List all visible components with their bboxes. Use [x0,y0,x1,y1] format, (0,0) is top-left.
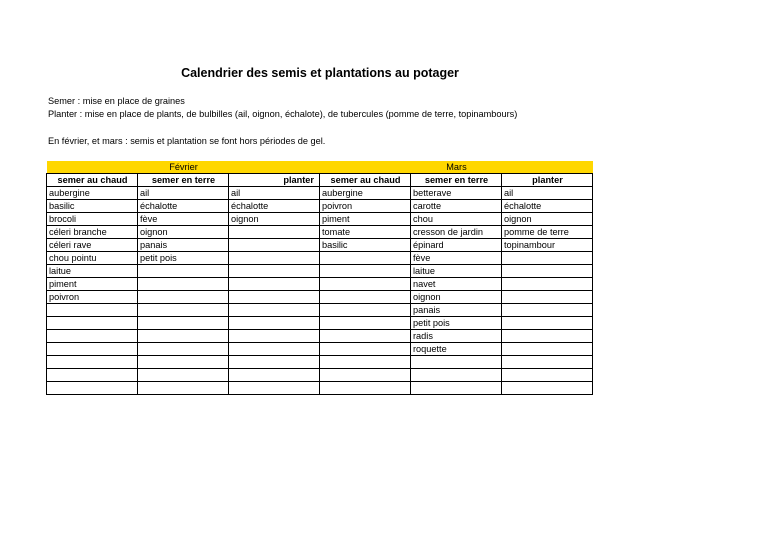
table-cell: oignon [229,213,320,226]
month-header-fevrier: Février [47,161,320,174]
table-cell [411,369,502,382]
table-cell [411,382,502,395]
table-cell [502,356,593,369]
table-cell [138,278,229,291]
table-cell: ail [502,187,593,200]
table-cell: épinard [411,239,502,252]
column-header: semer en terre [138,174,229,187]
table-cell [229,278,320,291]
table-cell: basilic [47,200,138,213]
table-row [47,252,593,265]
table-cell [138,317,229,330]
table-cell [138,369,229,382]
table-cell [229,356,320,369]
table-cell [229,226,320,239]
table-cell: brocoli [47,213,138,226]
column-header: semer en terre [411,174,502,187]
table-cell [229,317,320,330]
table-cell [138,304,229,317]
table-cell [47,343,138,356]
table-cell [229,239,320,252]
table-cell: ail [229,187,320,200]
table-row [47,343,593,356]
table-cell [320,304,411,317]
table-row [47,382,593,395]
table-cell [320,356,411,369]
table-cell [320,317,411,330]
table-cell [229,343,320,356]
table-cell [47,369,138,382]
table-cell: navet [411,278,502,291]
table-cell [320,265,411,278]
table-cell: cresson de jardin [411,226,502,239]
table-cell [502,317,593,330]
table-cell [138,343,229,356]
table-cell [229,304,320,317]
table-cell: chou pointu [47,252,138,265]
table-cell: céleri branche [47,226,138,239]
table-cell [502,252,593,265]
table-cell: échalotte [138,200,229,213]
table-cell: poivron [320,200,411,213]
table-cell: ail [138,187,229,200]
table-cell [320,330,411,343]
table-cell: poivron [47,291,138,304]
definition-planter: Planter : mise en place de plants, de bulbilles (ail, oignon, échalote), de tubercules (pomme de terre, topinambours) [48,109,518,119]
table-cell: petit pois [411,317,502,330]
table-cell [47,304,138,317]
table-cell [229,382,320,395]
table-cell [138,291,229,304]
table-cell [320,343,411,356]
table-cell: radis [411,330,502,343]
table-cell [138,356,229,369]
table-cell: oignon [502,213,593,226]
table-cell: fève [138,213,229,226]
column-header: semer au chaud [320,174,411,187]
table-row [47,330,593,343]
table-cell: chou [411,213,502,226]
table-cell [320,278,411,291]
table-row [47,291,593,304]
table-cell [502,265,593,278]
table-cell: laitue [411,265,502,278]
table-cell [411,356,502,369]
table-cell [229,369,320,382]
table-row [47,304,593,317]
month-header-row [47,161,593,174]
table-cell: betterave [411,187,502,200]
planting-calendar-table [46,161,593,395]
table-cell: laitue [47,265,138,278]
table-cell [502,369,593,382]
table-cell: panais [411,304,502,317]
table-cell [502,304,593,317]
table-cell: petit pois [138,252,229,265]
table-cell [47,317,138,330]
table-cell: panais [138,239,229,252]
table-cell [229,252,320,265]
column-header: planter [229,174,320,187]
table-row [47,239,593,252]
table-cell: topinambour [502,239,593,252]
table-cell [502,291,593,304]
table-cell: roquette [411,343,502,356]
table-cell: échalotte [229,200,320,213]
column-header: planter [502,174,593,187]
table-cell [320,252,411,265]
column-header: semer au chaud [47,174,138,187]
table-cell: oignon [138,226,229,239]
table-cell: aubergine [320,187,411,200]
table-cell [229,330,320,343]
table-cell [320,382,411,395]
table-cell [502,330,593,343]
page-title: Calendrier des semis et plantations au potager [181,66,459,80]
table-cell: céleri rave [47,239,138,252]
table-row [47,213,593,226]
table-cell: fève [411,252,502,265]
table-row [47,369,593,382]
table-cell: basilic [320,239,411,252]
table-cell: pomme de terre [502,226,593,239]
table-cell [502,343,593,356]
table-row [47,278,593,291]
table-cell [320,291,411,304]
frost-note: En février, et mars : semis et plantation se font hors périodes de gel. [48,136,326,146]
table-cell: piment [47,278,138,291]
table-cell [138,265,229,278]
table-cell [502,278,593,291]
table-cell [47,356,138,369]
table-cell: échalotte [502,200,593,213]
table-cell [138,382,229,395]
table-cell [502,382,593,395]
column-header-row [47,174,593,187]
table-row [47,226,593,239]
table-row [47,265,593,278]
table-cell: oignon [411,291,502,304]
table-row [47,356,593,369]
table-cell [229,265,320,278]
table-cell: piment [320,213,411,226]
month-header-mars: Mars [320,161,593,174]
table-cell [47,382,138,395]
table-row [47,187,593,200]
table-cell [47,330,138,343]
table-cell: tomate [320,226,411,239]
table-row [47,200,593,213]
table-cell [229,291,320,304]
definition-semer: Semer : mise en place de graines [48,96,185,106]
table-cell: aubergine [47,187,138,200]
table-row [47,317,593,330]
table-cell [138,330,229,343]
table-cell [320,369,411,382]
table-cell: carotte [411,200,502,213]
